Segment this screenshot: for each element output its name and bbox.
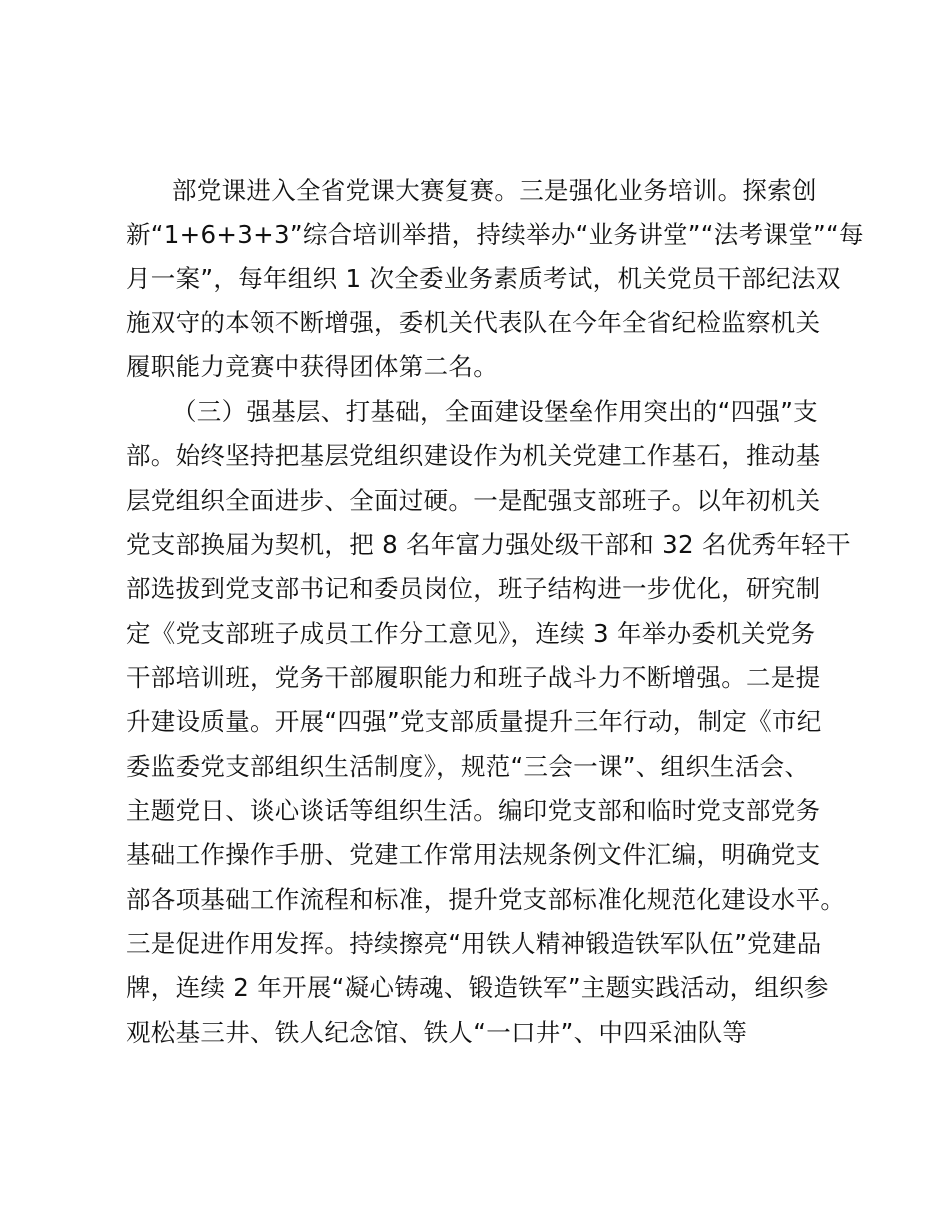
section-heading-line: （三）强基层、打基础，全面建设堡垒作用突出的“四强”支 — [172, 397, 818, 426]
text-line: 部选拔到党支部书记和委员岗位，班子结构进一步优化，研究制 — [126, 574, 821, 603]
text-line: 层党组织全面进步、全面过硬。一是配强支部班子。以年初机关 — [126, 486, 821, 515]
text-line: 委监委党支部组织生活制度》，规范“三会一课”、组织生活会、 — [126, 752, 810, 781]
text-line: 三是促进作用发挥。持续擦亮“用铁人精神锻造铁军队伍”党建品 — [126, 929, 822, 958]
text-line: 观松基三井、铁人纪念馆、铁人“一口井”、中四采油队等 — [126, 1018, 748, 1047]
text-line: 施双守的本领不断增强，委机关代表队在今年全省纪检监察机关 — [126, 308, 821, 337]
text-line: 履职能力竞赛中获得团体第二名。 — [126, 352, 498, 381]
text-line: 月一案”，每年组织 1 次全委业务素质考试，机关党员干部纪法双 — [126, 264, 841, 293]
text-line: 党支部换届为契机，把 8 名年富力强处级干部和 32 名优秀年轻干 — [126, 530, 851, 559]
text-line: 部。始终坚持把基层党组织建设作为机关党建工作基石，推动基 — [126, 441, 821, 470]
text-line: 牌，连续 2 年开展“凝心铸魂、锻造铁军”主题实践活动，组织参 — [126, 973, 829, 1002]
text-line: 干部培训班，党务干部履职能力和班子战斗力不断增强。二是提 — [126, 663, 821, 692]
text-line: 主题党日、谈心谈话等组织生活。编印党支部和临时党支部党务 — [126, 796, 821, 825]
text-line: 定《党支部班子成员工作分工意见》，连续 3 年举办委机关党务 — [126, 619, 816, 648]
text-line: 新“1+6+3+3”综合培训举措，持续举办“业务讲堂”“法考课堂”“每 — [126, 220, 864, 249]
text-line: 升建设质量。开展“四强”党支部质量提升三年行动，制定《市纪 — [126, 707, 822, 736]
text-line: 部各项基础工作流程和标准，提升党支部标准化规范化建设水平。 — [126, 885, 846, 914]
text-line: 部党课进入全省党课大赛复赛。三是强化业务培训。探索创 — [172, 176, 817, 205]
text-line: 基础工作操作手册、党建工作常用法规条例文件汇编，明确党支 — [126, 840, 821, 869]
